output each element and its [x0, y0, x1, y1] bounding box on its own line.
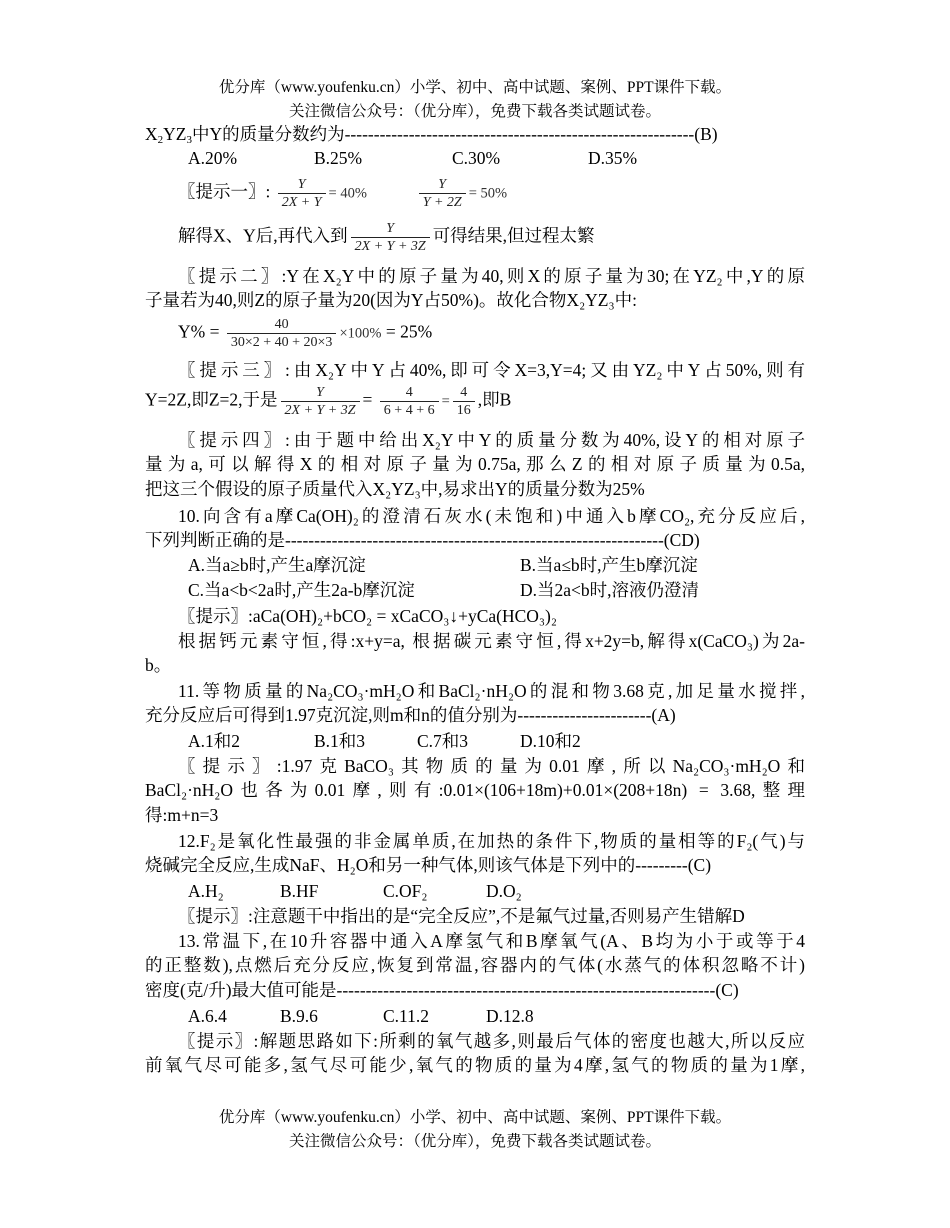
q9-option-d: D.35%	[588, 148, 638, 168]
q10-option-c: C.当a<b<2a时,产生2a-b摩沉淀	[188, 580, 415, 600]
hint1-fraction-2: $\frac{Y}{Y + 2Z}$	[419, 176, 466, 211]
q13-option-a: A.6.4	[188, 1006, 227, 1026]
q9-hint4-line2: 量为a,可以解得X的相对原子量为0.75a,那么Z的相对原子质量为0.5a,	[145, 454, 805, 474]
q12-option-a: A.H₂	[188, 881, 224, 901]
q9-hint3-line2: Y=2Z,即Z=2,于是 $\frac{Y}{2X + Y + 3Z}$ = $\frac{4}{6 + 4 + 6}$ = $\frac{4}{16}$ ,即B	[145, 385, 512, 418]
q9-stem: $X_2YZ_3$中Y的质量分数约为------------------------------------------------------------(B)	[145, 124, 718, 146]
header-line-1: 优分库（www.youfenku.cn）小学、初中、高中试题、案例、PPT课件下载。	[218, 79, 732, 96]
footer-line-1: 优分库（www.youfenku.cn）小学、初中、高中试题、案例、PPT课件下载。	[218, 1109, 732, 1126]
q11-hint-line1: 〖提示〗:1.97克BaCO₃其物质的量为0.01摩,所以Na₂CO₃·mH₂O和	[178, 756, 805, 776]
q12-option-c: C.OF₂	[383, 881, 428, 901]
hint3-fraction-3: $\frac{4}{16}$	[453, 384, 475, 419]
q10-option-a: A.当a≥b时,产生a摩沉淀	[188, 555, 366, 575]
header-line-2: 关注微信公众号：（优分库），免费下载各类试题试卷。	[288, 103, 661, 120]
q12-option-b: B.HF	[280, 881, 319, 901]
q11-hint-line3: 得:m+n=3	[145, 805, 219, 825]
q11-option-d: D.10和2	[520, 731, 581, 751]
q9-hint4-line1: 〖提示四〗:由于题中给出X₂Y中Y的质量分数为40%,设Y的相对原子	[178, 430, 805, 450]
q10-line1: 10.向含有a摩Ca(OH)₂的澄清石灰水(未饱和)中通入b摩CO₂,充分反应后,	[178, 506, 805, 526]
q9-option-b: B.25%	[314, 148, 363, 168]
q13-line3: 密度(克/升)最大值可能是-----------------------------------------------------------------(C)	[145, 980, 739, 1000]
q13-option-d: D.12.8	[486, 1006, 534, 1026]
q12-line1: 12.F₂是氧化性最强的非金属单质,在加热的条件下,物质的量相等的F₂(气)与	[178, 831, 805, 851]
q9-hint1-solve: 解得X、Y后,再代入到 $\frac{Y}{2X + Y + 3Z}$ 可得结果,但过程太繁	[178, 221, 595, 254]
hint3-fraction-2: $\frac{4}{6 + 4 + 6}$	[380, 384, 439, 419]
q12-hint-line1: 〖提示〗:注意题干中指出的是“完全反应”,不是氟气过量,否则易产生错解D	[178, 906, 745, 926]
hint2-fraction: $\frac{40}{30\times 2 + 40 + 20\times 3}$	[227, 316, 337, 351]
q11-line2: 充分反应后可得到1.97克沉淀,则m和n的值分别为-----------------------(A)	[145, 705, 676, 725]
q9-option-c: C.30%	[452, 148, 501, 168]
q11-option-b: B.1和3	[314, 731, 366, 751]
hint1-fraction-3: $\frac{Y}{2X + Y + 3Z}$	[351, 220, 430, 255]
q10-line2: 下列判断正确的是-----------------------------------------------------------------(CD)	[145, 530, 700, 550]
q10-option-b: B.当a≤b时,产生b摩沉淀	[520, 555, 698, 575]
footer-line-2: 关注微信公众号：（优分库），免费下载各类试题试卷。	[288, 1133, 661, 1150]
q9-hint2-line1: 〖提示二〗:Y在X₂Y中的原子量为40,则X的原子量为30;在YZ₂中,Y的原	[178, 266, 805, 286]
q10-hint-line2: 根据钙元素守恒,得:x+y=a, 根据碳元素守恒,得x+2y=b,解得x(CaCO₃)为2a-	[178, 631, 805, 651]
hint1-fraction-1: $\frac{Y}{2X + Y}$	[278, 176, 326, 211]
q13-option-b: B.9.6	[280, 1006, 318, 1026]
q13-hint-line2: 前氧气尽可能多,氢气尽可能少,氧气的物质的量为4摩,氢气的物质的量为1摩,	[145, 1055, 805, 1075]
q9-hint1: 〖提示一〗: $\frac{Y}{2X + Y}$ = 40% $\frac{Y}{Y + 2Z}$ = 50%	[178, 177, 508, 210]
q9-hint2-line2: 子量若为40,则Z的原子量为20(因为Y占50%)。故化合物X₂YZ₃中:	[145, 290, 637, 310]
q10-hint-line1: 〖提示〗:aCa(OH)₂+bCO₂ = xCaCO₃↓+yCa(HCO₃)₂	[178, 606, 557, 626]
q11-hint-line2: BaCl₂·nH₂O也各为0.01摩,则有:0.01×(106+18m)+0.01×(208+18n) = 3.68,整理	[145, 780, 805, 800]
hint3-fraction-1: $\frac{Y}{2X + Y + 3Z}$	[281, 384, 360, 419]
q13-line2: 的正整数),点燃后充分反应,恢复到常温,容器内的气体(水蒸气的体积忽略不计)	[145, 955, 805, 975]
q9-hint3-line1: 〖提示三〗:由X₂Y中Y占40%,即可令X=3,Y=4;又由YZ₂中Y占50%,则有	[178, 360, 805, 380]
q13-hint-line1: 〖提示〗:解题思路如下:所剩的氧气越多,则最后气体的密度也越大,所以反应	[178, 1031, 805, 1051]
q11-line1: 11.等物质量的Na₂CO₃·mH₂O和BaCl₂·nH₂O的混和物3.68克,加足量水搅拌,	[178, 681, 805, 701]
q12-option-d: D.O₂	[486, 881, 522, 901]
q11-option-a: A.1和2	[188, 731, 241, 751]
q9-option-a: A.20%	[188, 148, 238, 168]
q9-hint4-line3: 把这三个假设的原子质量代入X₂YZ₃中,易求出Y的质量分数为25%	[145, 479, 645, 499]
q10-hint-line3: b。	[145, 655, 172, 675]
q13-option-c: C.11.2	[383, 1006, 430, 1026]
q9-hint2-formula: Y% = $\frac{40}{30\times 2 + 40 + 20\times 3}$ ×100% = 25%	[178, 317, 433, 350]
q12-line2: 烧碱完全反应,生成NaF、H₂O和另一种气体,则该气体是下列中的---------(C)	[145, 855, 712, 875]
q13-line1: 13.常温下,在10升容器中通入A摩氢气和B摩氧气(A、B均为小于或等于4	[178, 931, 805, 951]
q10-option-d: D.当2a<b时,溶液仍澄清	[520, 580, 700, 600]
q11-option-c: C.7和3	[417, 731, 469, 751]
